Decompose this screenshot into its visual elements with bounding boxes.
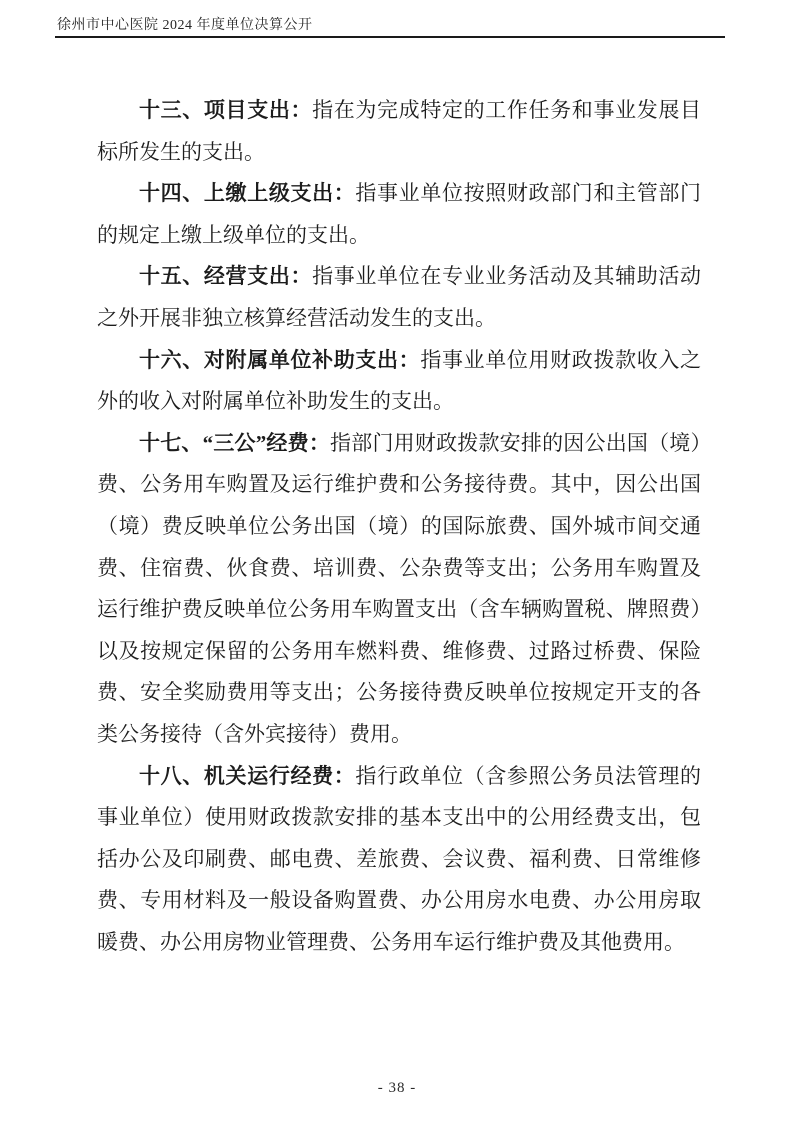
header-rule — [55, 36, 725, 38]
page-number: - 38 - — [377, 1080, 417, 1096]
paragraph-text: 指事业单位用财政拨款收入之外的收入对附属单位补助发生的支出。 — [97, 347, 702, 414]
paragraph-text: 指在为完成特定的工作任务和事业发展目标所发生的支出。 — [97, 98, 702, 164]
document-body — [97, 90, 701, 963]
paragraph-text: 指部门用财政拨款安排的因公出国（境）费、公务用车购置及运行维护费和公务接待费。其中，因公出国（境）费反映单位公务出国（境）的国际旅费、国外城市间交通费、住宿费、伙食费、培训费、公杂费等支出；公务用车购置及运行维护费反映单位公务用车购置支出（含车辆购置税、牌照费）以及按规定保留的公务用车燃料费、维修费、过路过桥费、保险费、安全奖励费用等支出；公务接待费反映单位按规定开支的各类公务接待（含外宾接待）费用。 — [97, 430, 702, 746]
paragraph-item-17 — [97, 423, 701, 756]
paragraph-lead: 十七、“三公”经费： — [139, 430, 331, 455]
paragraph-item-16 — [97, 340, 701, 423]
paragraph-lead: 十六、对附属单位补助支出： — [139, 347, 421, 372]
paragraph-lead: 十五、经营支出： — [139, 264, 313, 289]
paragraph-text: 指行政单位（含参照公务员法管理的事业单位）使用财政拨款安排的基本支出中的公用经费支出，包括办公及印刷费、邮电费、差旅费、会议费、福利费、日常维修费、专用材料及一般设备购置费、办公用房水电费、办公用房取暖费、办公用房物业管理费、公务用车运行维护费及其他费用。 — [97, 763, 702, 954]
paragraph-text: 指事业单位在专业业务活动及其辅助活动之外开展非独立核算经营活动发生的支出。 — [97, 264, 702, 330]
document-header-title: 徐州市中心医院 2024 年度单位决算公开 — [57, 18, 313, 33]
paragraph-text: 指事业单位按照财政部门和主管部门的规定上缴上级单位的支出。 — [97, 181, 702, 247]
paragraph-item-14 — [97, 173, 701, 256]
paragraph-item-13 — [97, 90, 701, 173]
paragraph-lead: 十八、机关运行经费： — [139, 763, 356, 788]
paragraph-item-18 — [97, 756, 701, 964]
paragraph-lead: 十四、上缴上级支出： — [139, 181, 356, 206]
paragraph-lead: 十三、项目支出： — [139, 98, 313, 122]
paragraph-item-15 — [97, 256, 701, 339]
